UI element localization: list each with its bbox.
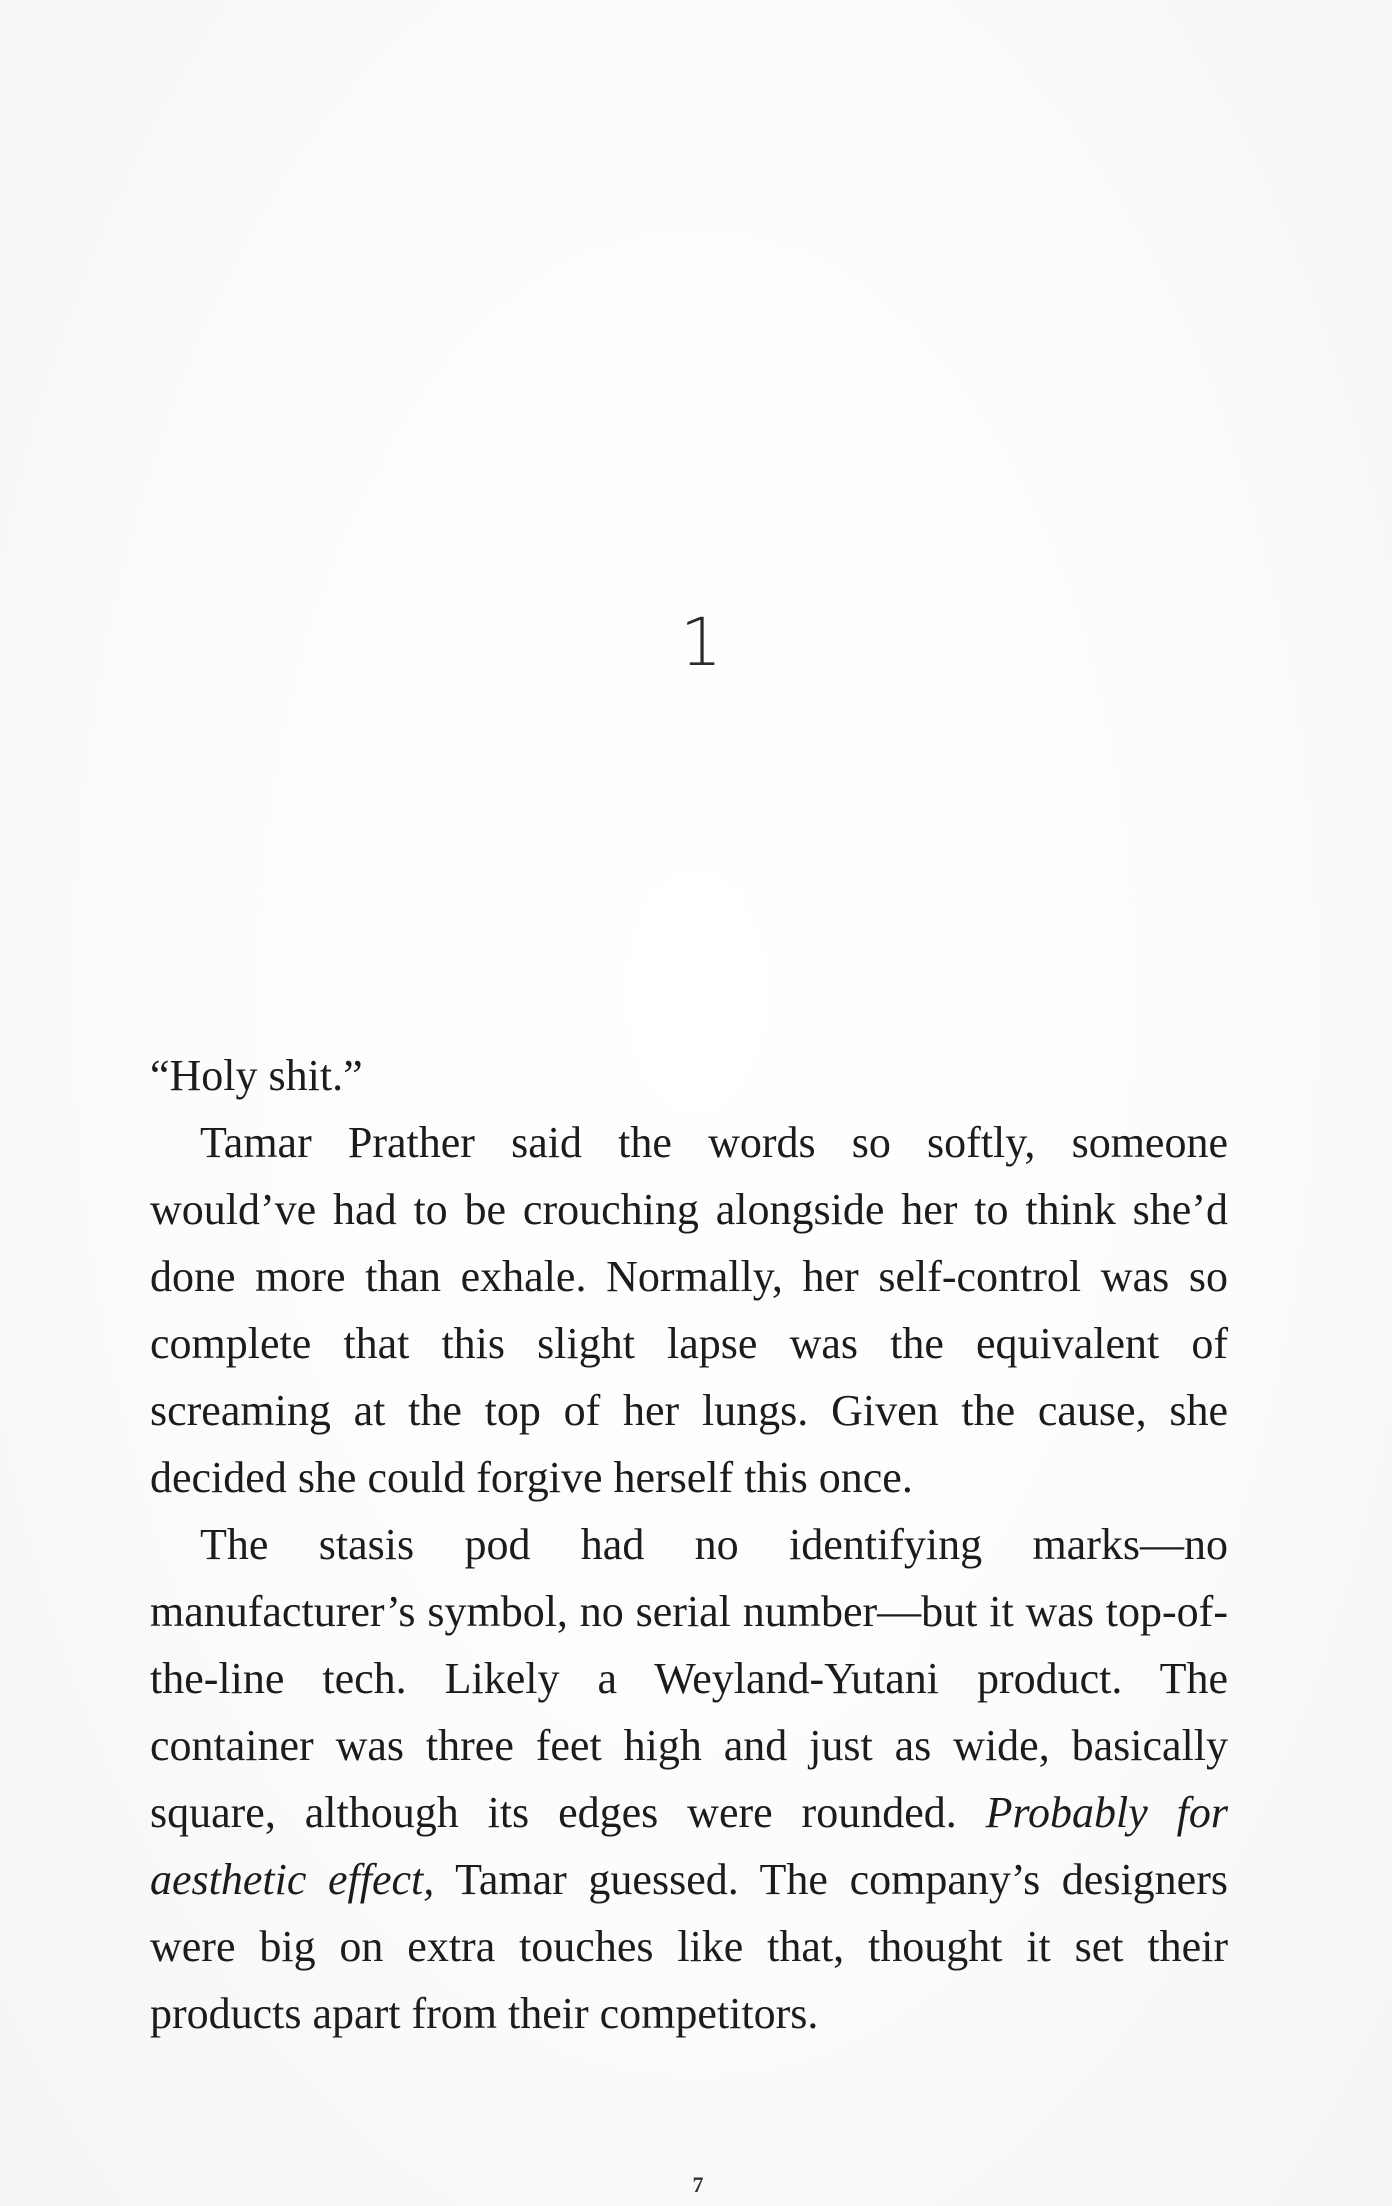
paragraph-3-text-start: The stasis pod had no identifying marks—no manufacturer’s symbol, no serial number—but it was top-of-the-line tech. Likely a Weyland-Yutani product. The container was three feet high and just as wide, basically square, although its edges were rounded. [150,1520,1228,1837]
paragraph-3 [150,1511,1228,2047]
paragraph-2: Tamar Prather said the words so softly, someone would’ve had to be crouching alongside her to think she’d done more than exhale. Normally, her self-control was so complete that this slight lapse was the equivalent of screaming at the top of her lungs. Given the cause, she decided she could forgive herself this once. [150,1118,1228,1502]
paragraph-3-italic-thought: Probably for aesthetic effect, [150,1788,1229,1904]
paragraph-1: “Holy shit.” [150,1051,363,1100]
page-number: 7 [692,2172,704,2197]
chapter-body [150,1042,1228,2047]
chapter-number: 1 [680,604,722,681]
paragraph-3-text-end: Tamar guessed. The company’s designers were big on extra touches like that, thought it set their products apart from their competitors. [150,1855,1228,2038]
